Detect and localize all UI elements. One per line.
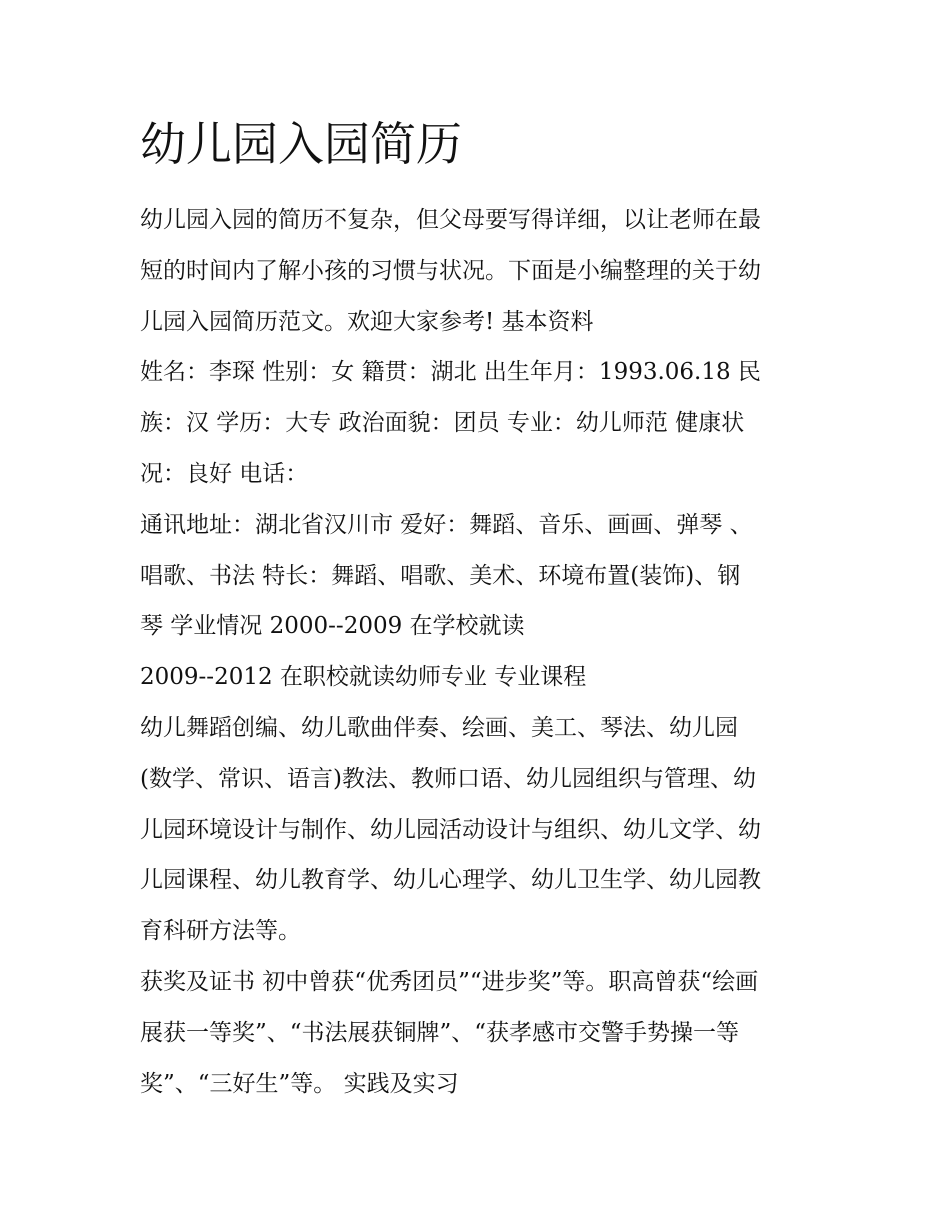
body-line: 通讯地址：湖北省汉川市 爱好：舞蹈、音乐、画画、弹琴 、: [140, 511, 753, 538]
body-line: 唱歌、书法 特长：舞蹈、唱歌、美术、环境布置(装饰)、钢: [140, 562, 741, 589]
body-line: 育科研方法等。: [140, 918, 301, 945]
body-line: (数学、常识、语言)教法、教师口语、幼儿园组织与管理、幼: [140, 765, 756, 792]
body-line: 况：良好 电话：: [140, 460, 309, 487]
body-line: 幼儿舞蹈创编、幼儿歌曲伴奏、绘画、美工、琴法、幼儿园: [140, 714, 738, 741]
body-line: 儿园入园简历范文。欢迎大家参考! 基本资料: [140, 308, 594, 335]
body-line: 儿园环境设计与制作、幼儿园活动设计与组织、幼儿文学、幼: [140, 816, 761, 843]
document-title: 幼儿园入园简历: [140, 117, 462, 171]
body-line: 2009--2012 在职校就读幼师专业 专业课程: [140, 664, 587, 691]
body-line: 获奖及证书 初中曾获“优秀团员”“进步奖”等。职高曾获“绘画: [140, 968, 759, 995]
body-line: 展获一等奖”、“书法展获铜牌”、“获孝感市交警手势操一等: [140, 1019, 740, 1046]
document-body: [140, 195, 820, 1109]
body-line: 姓名：李琛 性别：女 籍贯：湖北 出生年月：1993.06.18 民: [140, 359, 761, 386]
body-line: 短的时间内了解小孩的习惯与状况。下面是小编整理的关于幼: [140, 257, 761, 284]
body-line: 幼儿园入园的简历不复杂，但父母要写得详细，以让老师在最: [140, 207, 761, 233]
body-line: 琴 学业情况 2000--2009 在学校就读: [140, 613, 525, 640]
body-line: 族：汉 学历：大专 政治面貌：团员 专业：幼儿师范 健康状: [140, 410, 745, 437]
body-line: 奖”、“三好生”等。 实践及实习: [140, 1070, 459, 1097]
body-line: 儿园课程、幼儿教育学、幼儿心理学、幼儿卫生学、幼儿园教: [140, 867, 761, 894]
